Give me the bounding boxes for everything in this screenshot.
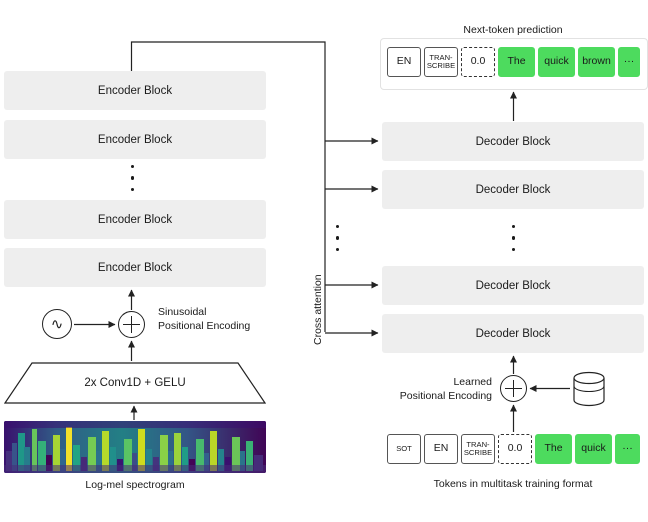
- log-mel-spectrogram-image: [4, 421, 266, 473]
- input-token-ellipsis-label: ···: [622, 442, 633, 455]
- encoder-add-operator-icon: [118, 311, 145, 338]
- encoder-block-3-label: Encoder Block: [97, 213, 173, 226]
- sinusoidal-positional-encoding-label: [158, 305, 250, 333]
- output-token-brown[interactable]: [578, 47, 615, 77]
- cross-attention-label: Cross attention: [312, 274, 324, 345]
- encoder-block-1: [4, 71, 266, 110]
- learned-label-line2: Positional Encoding: [399, 390, 492, 403]
- encoder-ellipsis: [131, 165, 134, 191]
- encoder-block-2-label: Encoder Block: [97, 133, 173, 146]
- output-token-en[interactable]: [387, 47, 421, 77]
- input-token-sot-label: SOT: [396, 444, 412, 454]
- output-token-en-label: EN: [396, 55, 412, 68]
- output-token-transcribe-label: TRAN-SCRIBE: [426, 53, 456, 70]
- conv1d-gelu-block: [4, 362, 266, 404]
- output-token-the-label: The: [507, 55, 526, 68]
- input-token-sot[interactable]: [387, 434, 421, 464]
- learned-label-line1: Learned: [453, 376, 492, 388]
- output-token-timestamp-label: 0.0: [470, 55, 486, 68]
- input-token-timestamp-label: 0.0: [507, 442, 523, 455]
- input-token-quick-label: quick: [581, 442, 606, 455]
- decoder-block-1-label: Decoder Block: [475, 135, 551, 148]
- decoder-block-3-label: Decoder Block: [475, 279, 551, 292]
- sinusoidal-label-line1: Sinusoidal: [158, 306, 207, 318]
- input-token-transcribe[interactable]: [461, 434, 495, 464]
- cross-attention-ellipsis: [336, 225, 339, 251]
- tokens-caption: Tokens in multitask training format: [433, 478, 593, 490]
- decoder-add-operator-icon: [500, 375, 527, 402]
- decoder-block-2-label: Decoder Block: [475, 183, 551, 196]
- output-token-ellipsis[interactable]: [618, 47, 640, 77]
- sine-wave-icon: [42, 309, 72, 339]
- output-token-timestamp[interactable]: [461, 47, 495, 77]
- encoder-block-4: [4, 248, 266, 287]
- decoder-block-4-label: Decoder Block: [475, 327, 551, 340]
- output-token-quick-label: quick: [544, 55, 569, 68]
- input-token-en[interactable]: [424, 434, 458, 464]
- encoder-block-4-label: Encoder Block: [97, 261, 173, 274]
- output-token-the[interactable]: [498, 47, 535, 77]
- input-token-the[interactable]: [535, 434, 572, 464]
- embedding-table-icon: [572, 371, 606, 407]
- encoder-block-3: [4, 200, 266, 239]
- decoder-block-3: [382, 266, 644, 305]
- decoder-block-1: [382, 122, 644, 161]
- encoder-block-1-label: Encoder Block: [97, 84, 173, 97]
- encoder-block-2: [4, 120, 266, 159]
- output-token-ellipsis-label: ···: [623, 55, 635, 68]
- input-token-ellipsis[interactable]: [615, 434, 640, 464]
- decoder-block-4: [382, 314, 644, 353]
- output-token-transcribe[interactable]: [424, 47, 458, 77]
- input-token-transcribe-label: TRAN-SCRIBE: [463, 440, 493, 457]
- decoder-ellipsis: [512, 225, 515, 251]
- input-token-the-label: The: [544, 442, 563, 455]
- input-token-quick[interactable]: [575, 434, 612, 464]
- input-token-timestamp[interactable]: [498, 434, 532, 464]
- conv1d-gelu-label: 2x Conv1D + GELU: [84, 377, 186, 389]
- next-token-prediction-title: Next-token prediction: [463, 24, 563, 36]
- log-mel-spectrogram-caption: Log-mel spectrogram: [85, 479, 185, 491]
- learned-positional-encoding-label: [397, 375, 492, 403]
- sine-glyph: ∿: [50, 316, 64, 333]
- output-token-quick[interactable]: [538, 47, 575, 77]
- input-token-en-label: EN: [433, 442, 449, 455]
- sinusoidal-label-line2: Positional Encoding: [158, 320, 251, 333]
- decoder-block-2: [382, 170, 644, 209]
- output-token-brown-label: brown: [582, 55, 611, 68]
